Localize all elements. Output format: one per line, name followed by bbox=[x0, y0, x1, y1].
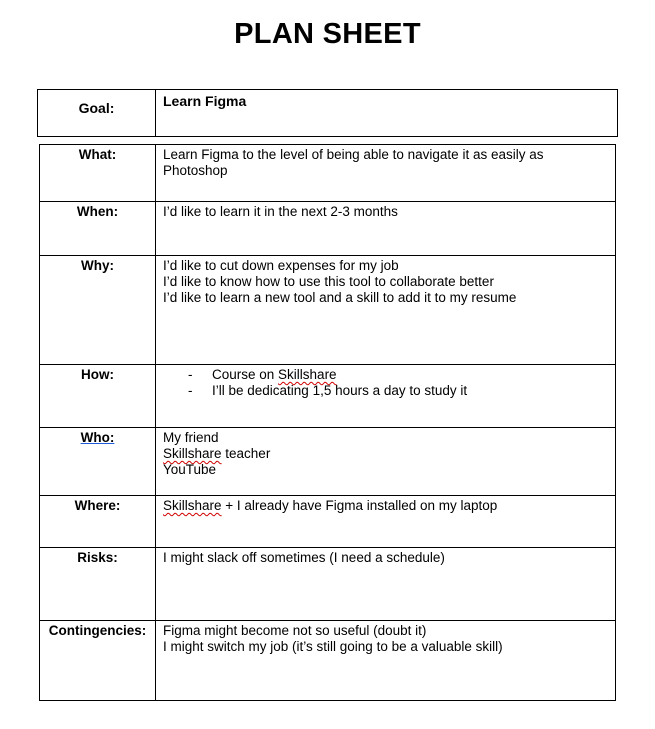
content-line: I’d like to learn it in the next 2-3 months bbox=[163, 204, 398, 219]
content-line bbox=[163, 498, 615, 514]
how-bullet-list bbox=[156, 367, 615, 399]
row-content-when[interactable] bbox=[156, 202, 616, 256]
plan-table bbox=[39, 144, 616, 701]
table-row-risks bbox=[40, 548, 616, 621]
row-label-where: Where: bbox=[40, 496, 156, 548]
row-content-where[interactable] bbox=[156, 496, 616, 548]
table-row-what bbox=[40, 145, 616, 202]
table-row-contingencies bbox=[40, 621, 616, 701]
row-label-how: How: bbox=[40, 365, 156, 428]
row-label-what: What: bbox=[40, 145, 156, 202]
row-label-contingencies: Contingencies: bbox=[40, 621, 156, 701]
content-line: Learn Figma to the level of being able to navigate it as easily as bbox=[163, 147, 544, 162]
content-line: I might slack off sometimes (I need a schedule) bbox=[163, 550, 445, 565]
list-item bbox=[188, 383, 615, 399]
content-line: My friend bbox=[163, 430, 219, 445]
table-row-how bbox=[40, 365, 616, 428]
goal-value[interactable]: Learn Figma bbox=[156, 90, 618, 137]
content-line: I might switch my job (it’s still going to be a valuable skill) bbox=[163, 639, 503, 654]
spellcheck-word: Skillshare bbox=[163, 498, 222, 513]
line-rest: teacher bbox=[221, 446, 271, 461]
content-line bbox=[163, 446, 615, 462]
row-label-who bbox=[40, 428, 156, 496]
goal-row bbox=[38, 90, 618, 137]
goal-table bbox=[37, 89, 618, 137]
table-row-where bbox=[40, 496, 616, 548]
spellcheck-word: Skillshare bbox=[278, 367, 337, 382]
row-content-who[interactable] bbox=[156, 428, 616, 496]
content-line: YouTube bbox=[163, 462, 217, 477]
row-label-when: When: bbox=[40, 202, 156, 256]
who-label-text: Who: bbox=[80, 430, 115, 445]
row-content-what[interactable] bbox=[156, 145, 616, 202]
row-label-risks: Risks: bbox=[40, 548, 156, 621]
table-row-when bbox=[40, 202, 616, 256]
bullet-prefix: Course on bbox=[212, 367, 279, 382]
row-content-how[interactable] bbox=[156, 365, 616, 428]
row-content-contingencies[interactable] bbox=[156, 621, 616, 701]
line-rest: + I already have Figma installed on my laptop bbox=[221, 498, 498, 513]
content-line: Photoshop bbox=[163, 163, 228, 178]
goal-label: Goal: bbox=[38, 90, 156, 137]
content-line: I’d like to know how to use this tool to collaborate better bbox=[163, 274, 494, 289]
bullet-text: I’ll be dedicating 1,5 hours a day to study it bbox=[212, 383, 468, 398]
content-line: Figma might become not so useful (doubt it) bbox=[163, 623, 427, 638]
table-row-who bbox=[40, 428, 616, 496]
content-line: I’d like to learn a new tool and a skill to add it to my resume bbox=[163, 290, 517, 305]
row-content-why[interactable] bbox=[156, 256, 616, 365]
content-line: I’d like to cut down expenses for my job bbox=[163, 258, 399, 273]
spellcheck-word: Skillshare bbox=[163, 446, 222, 461]
row-label-why: Why: bbox=[40, 256, 156, 365]
table-row-why bbox=[40, 256, 616, 365]
page-title: PLAN SHEET bbox=[234, 18, 421, 50]
row-content-risks[interactable] bbox=[156, 548, 616, 621]
list-item bbox=[188, 367, 615, 383]
